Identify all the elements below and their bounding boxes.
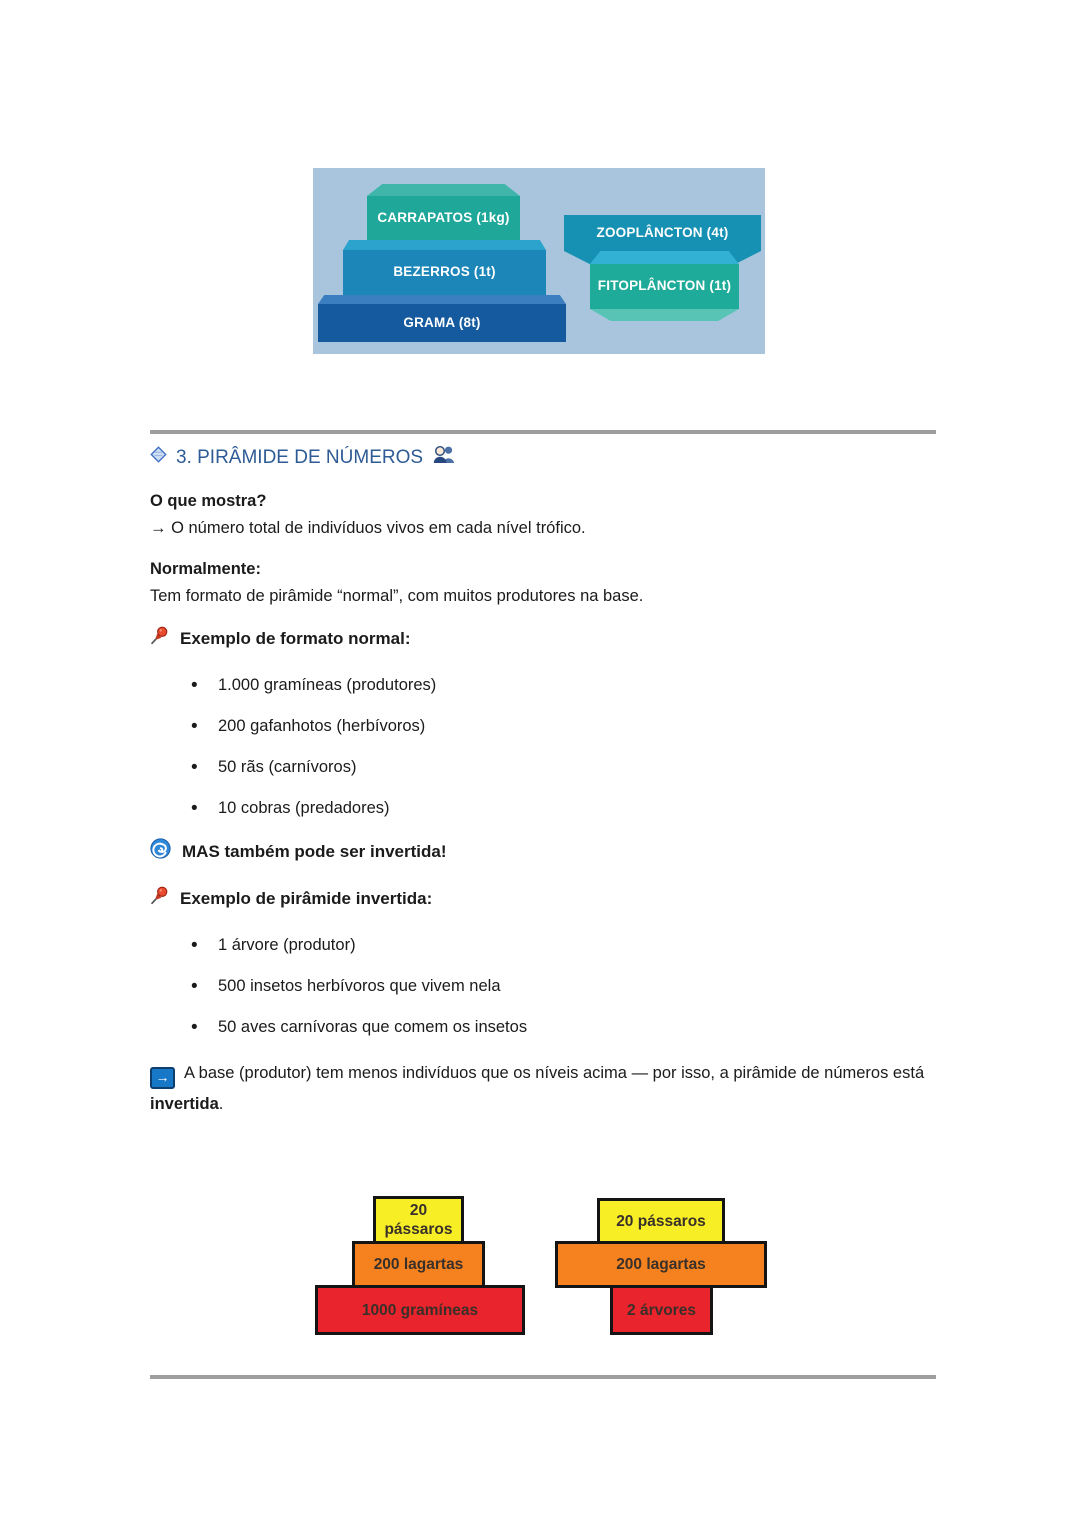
block-20-passaros-right: [597, 1198, 725, 1244]
conclusion-paragraph: [150, 1058, 932, 1120]
section-divider-bottom: [150, 1375, 936, 1379]
section-divider-top: [150, 430, 936, 434]
what-it-shows-text: → O número total de indivíduos vivos em cada nível trófico.: [150, 519, 586, 537]
list-item: • 1.000 gramíneas (produtores): [150, 674, 932, 696]
example-normal-row: [150, 626, 932, 652]
zooplancton-level: [564, 215, 761, 251]
fitoplancton-top-face: [590, 251, 739, 264]
block-2-arvores: [610, 1285, 713, 1335]
grama-label: GRAMA (8t): [403, 315, 481, 330]
carrapatos-level: [367, 196, 520, 240]
cyclone-icon: [150, 838, 171, 866]
conclusion-bold: invertida: [150, 1095, 219, 1113]
inverted-example-list: [150, 934, 932, 1038]
block-label: 20 pássaros: [616, 1212, 706, 1230]
section-heading-row: [150, 444, 932, 472]
normally-text: Tem formato de pirâmide “normal”, com muitos produtores na base.: [150, 587, 644, 605]
conclusion-text: A base (produtor) tem menos indivíduos que os níveis acima — por isso, a pirâmide de números está: [184, 1064, 925, 1082]
fitoplancton-level: [590, 264, 739, 309]
inverted-note-text: MAS também pode ser invertida!: [182, 842, 447, 861]
block-200-lagartas-left: [352, 1241, 485, 1288]
pushpin-icon: [150, 626, 169, 652]
block-label: 200 lagartas: [616, 1256, 706, 1273]
what-it-shows-title: O que mostra?: [150, 492, 267, 510]
example-inverted-row: [150, 886, 932, 912]
section-content: [150, 444, 932, 1120]
zooplancton-label: ZOOPLÂNCTON (4t): [596, 225, 729, 240]
bezerros-label: BEZERROS (1t): [393, 264, 496, 279]
right-arrow-icon: →: [150, 1067, 175, 1089]
what-it-shows-paragraph: [150, 488, 932, 542]
block-200-lagartas-right: [555, 1241, 767, 1288]
block-label: 1000 gramíneas: [361, 1301, 479, 1319]
pushpin-icon: [150, 886, 169, 912]
carrapatos-top-face: [367, 184, 520, 196]
block-label: 200 lagartas: [373, 1256, 464, 1273]
block-label: 20: [409, 1202, 428, 1219]
diamond-icon: [150, 445, 167, 471]
block-1000-gramineas: [315, 1285, 525, 1335]
block-20-passaros-left: [373, 1196, 464, 1244]
fitoplancton-bottom-bevel: [590, 309, 739, 321]
list-item: • 1 árvore (produtor): [150, 934, 932, 956]
normally-paragraph: [150, 556, 932, 610]
list-item: • 500 insetos herbívoros que vivem nela: [150, 975, 932, 997]
list-item: • 10 cobras (predadores): [150, 797, 932, 819]
grama-level: [318, 304, 566, 342]
fitoplancton-label: FITOPLÂNCTON (1t): [597, 278, 732, 293]
carrapatos-label: CARRAPATOS (1kg): [377, 210, 510, 225]
biomass-pyramid-figure: [313, 168, 765, 354]
example-inverted-title: Exemplo de pirâmide invertida:: [180, 889, 433, 908]
normal-example-list: [150, 674, 932, 819]
bezerros-top-face: [343, 240, 546, 250]
list-item: • 50 aves carnívoras que comem os insetos: [150, 1016, 932, 1038]
inverted-note-row: [150, 838, 932, 866]
block-label: pássaros: [384, 1221, 453, 1238]
block-label: 2 árvores: [627, 1301, 696, 1319]
conclusion-period: .: [218, 1095, 224, 1113]
list-item: • 50 rãs (carnívoros): [150, 756, 932, 778]
normally-title: Normalmente:: [150, 560, 261, 578]
list-item: • 200 gafanhotos (herbívoros): [150, 715, 932, 737]
people-icon: [432, 444, 457, 472]
grama-top-face: [318, 295, 566, 304]
example-normal-title: Exemplo de formato normal:: [180, 629, 411, 648]
bezerros-level: [343, 250, 546, 295]
page-title: 3. PIRÂMIDE DE NÚMEROS: [176, 447, 424, 468]
